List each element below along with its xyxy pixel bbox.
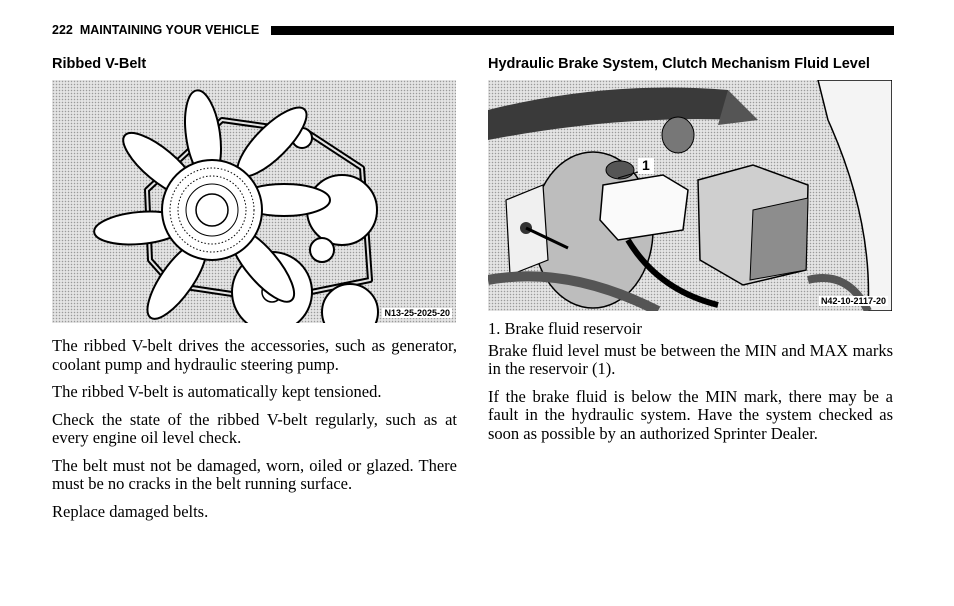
page-header <box>52 22 894 38</box>
hood-edge <box>488 88 738 141</box>
brake-paragraph-1: Brake fluid level must be between the MIN and MAX marks in the reservoir (1). <box>488 340 893 378</box>
brake-fluid-heading: Hydraulic Brake System, Clutch Mechanism Fluid Level <box>488 56 870 72</box>
left-column <box>52 56 457 521</box>
ribbed-vbelt-heading: Ribbed V-Belt <box>52 56 147 72</box>
brake-fluid-reservoir <box>600 175 688 240</box>
vbelt-paragraph-2: The ribbed V-belt is automatically kept tensioned. <box>52 382 382 401</box>
vbelt-paragraph-5: Replace damaged belts. <box>52 501 209 521</box>
vbelt-illustration <box>52 80 456 323</box>
vbelt-paragraph-4: The belt must not be damaged, worn, oiled or glazed. There must be no cracks in the belt running surface. <box>52 455 457 493</box>
vbelt-figure-code: N13-25-2025-20 <box>384 308 450 318</box>
engine-bay-illustration <box>488 80 892 311</box>
header-rule <box>271 26 894 35</box>
vbelt-paragraph-1: The ribbed V-belt drives the accessories, such as generator, coolant pump and hydraulic steering pump. <box>52 336 457 374</box>
reservoir-callout: 1 <box>642 157 650 173</box>
vbelt-paragraph-3: Check the state of the ribbed V-belt regularly, such as at every engine oil level check. <box>52 409 457 447</box>
brake-figure-code: N42-10-2117-20 <box>820 296 886 306</box>
figure-legend-item: 1. Brake fluid reservoir <box>488 319 642 338</box>
right-column <box>488 56 893 443</box>
page-header-label <box>52 23 271 37</box>
section-title: MAINTAINING YOUR VEHICLE <box>79 23 260 37</box>
brake-paragraph-2: If the brake fluid is below the MIN mark, there may be a fault in the hydraulic system. Have the system checked as soon as possible by an authorized Sprinter Dealer. <box>488 386 893 443</box>
page-number: 222 <box>52 23 73 37</box>
brake-fluid-figure <box>488 80 892 311</box>
vbelt-figure <box>52 80 456 323</box>
idler-pulley <box>310 238 334 262</box>
